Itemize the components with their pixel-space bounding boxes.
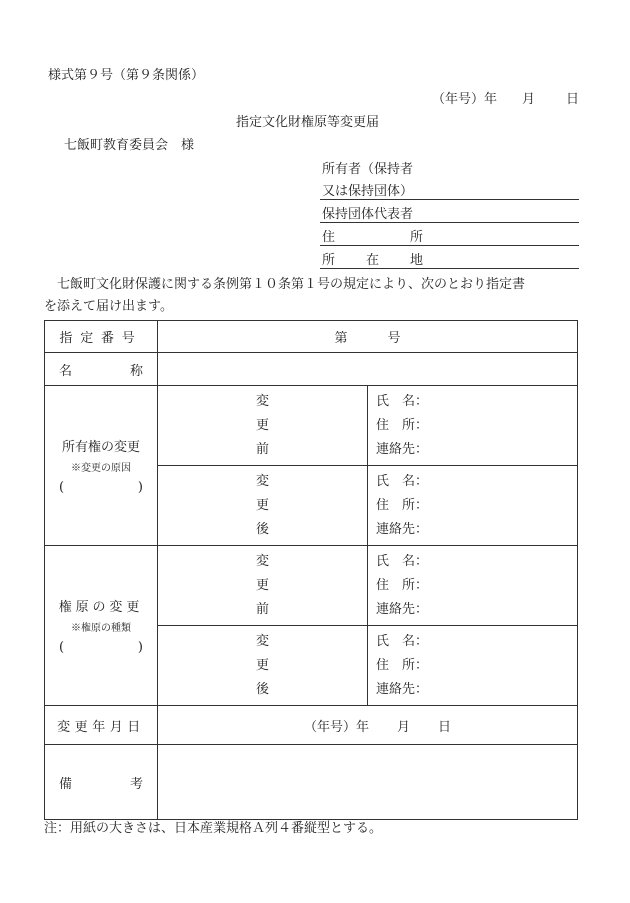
ownership-before-marker: 変 更 前 [158,386,368,466]
address-label-char1: 住 [322,230,336,245]
right-change-label: 権原の変更 [58,600,144,615]
right-before-marker: 変 更 前 [158,546,368,626]
footer-note: 注：用紙の大きさは、日本産業規格Ａ列４番縦型とする。 [44,821,383,836]
designation-label-cell [45,321,158,353]
designation-row [45,321,578,353]
change-date-label: 変更年月日 [57,719,145,735]
designation-go: 号 [387,331,401,346]
designation-dai: 第 [334,331,348,346]
ownership-before-name: 氏 名： [376,393,429,409]
owner-label-line1: 所有者（保持者 [322,162,414,177]
ownership-change-note: ※変更の原因 [71,463,131,474]
change-date-value-cell[interactable] [158,706,578,745]
remarks-label-char1: 備 [59,776,73,792]
change-date-label-cell [45,706,158,745]
right-after-marker: 変 更 後 [158,626,368,706]
representative-label: 保持団体代表者 [322,207,414,222]
owner-underline [320,199,579,200]
name-row [45,353,578,386]
location-label-char1: 所 [322,253,336,268]
ownership-change-label-cell [45,386,158,546]
location-label-char2: 在 [366,253,380,268]
notification-form-table [44,320,578,820]
ownership-before-address: 住 所： [376,417,429,433]
body-text-line1: 七飯町文化財保護に関する条例第１０条第１号の規定により、次のとおり指定書 [44,277,526,292]
ownership-before-row [45,386,578,466]
addressee: 七飯町教育委員会 様 [64,138,195,153]
designation-label: 指定番号 [59,331,143,346]
right-before-row [45,546,578,626]
submission-date-era-year: （年号）年 [432,92,498,107]
right-after-fields[interactable] [368,626,578,706]
document-title: 指定文化財権原等変更届 [236,115,380,130]
remarks-label-char2: 考 [129,776,143,792]
remarks-row [45,745,578,820]
address-underline [320,245,579,246]
form-number: 様式第９号（第９条関係） [48,68,205,83]
change-date-month: 月 [396,719,410,735]
ownership-after-marker: 変 更 後 [158,466,368,546]
right-after-name: 氏 名： [376,633,429,649]
right-before-address: 住 所： [376,577,429,593]
ownership-after-fields[interactable] [368,466,578,546]
change-date-era-year: （年号）年 [303,719,369,735]
remarks-label-cell [45,745,158,820]
ownership-after-name: 氏 名： [376,473,429,489]
ownership-paren-close: ) [137,480,143,495]
name-label-char2: 称 [129,363,143,379]
remarks-value-cell[interactable] [158,745,578,820]
location-label-char3: 地 [410,253,424,268]
right-after-contact: 連絡先： [376,681,429,697]
body-text-line2: を添えて届け出ます。 [44,299,173,314]
change-date-row [45,706,578,745]
right-paren-open: ( [59,640,65,655]
location-underline [320,268,579,269]
right-paren-close: ) [137,640,143,655]
change-date-day: 日 [438,719,452,735]
name-label-cell [45,353,158,386]
ownership-after-address: 住 所： [376,497,429,513]
right-before-name: 氏 名： [376,553,429,569]
ownership-paren-open: ( [59,480,65,495]
right-after-address: 住 所： [376,657,429,673]
name-value-cell[interactable] [158,353,578,386]
right-before-contact: 連絡先： [376,601,429,617]
ownership-change-label: 所有権の変更 [61,440,140,455]
ownership-before-fields[interactable] [368,386,578,466]
submission-date-month: 月 [522,92,536,107]
designation-value-cell[interactable] [158,321,578,353]
submission-date-day: 日 [566,92,580,107]
right-change-note: ※権原の種類 [71,623,131,634]
address-label-char2: 所 [410,230,424,245]
right-change-label-cell [45,546,158,706]
right-before-fields[interactable] [368,546,578,626]
representative-underline [320,222,579,223]
name-label-char1: 名 [59,363,73,379]
ownership-after-contact: 連絡先： [376,521,429,537]
ownership-before-contact: 連絡先： [376,441,429,457]
owner-label-line2: 又は保持団体） [322,184,414,199]
